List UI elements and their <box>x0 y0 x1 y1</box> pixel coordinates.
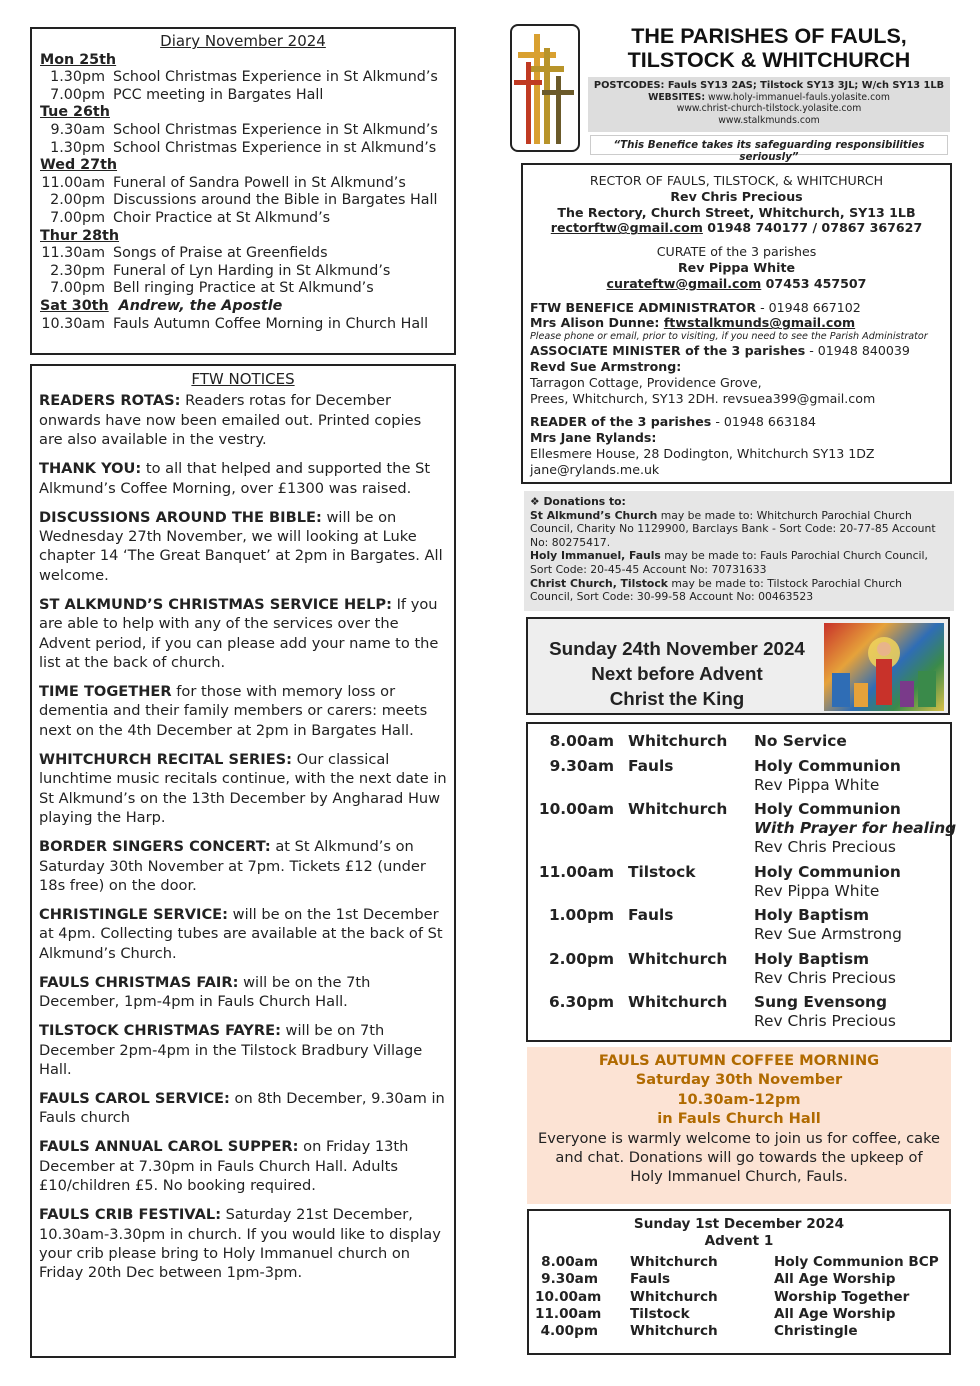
service-minister: Rev Chris Precious <box>754 1012 896 1030</box>
notice-heading: FAULS CAROL SERVICE: <box>39 1089 230 1107</box>
notice-item <box>39 595 447 673</box>
diary-event <box>40 192 446 210</box>
notice-item <box>39 391 447 449</box>
notice-text: at St Alkmund’s on Saturday 30th November at 7pm. Tickets £12 (under 18s free) on the door. <box>39 838 426 894</box>
notice-item <box>39 837 447 895</box>
event-time: 1.30pm <box>50 69 105 86</box>
service-time: 10.00am <box>538 800 614 818</box>
service-detail <box>754 757 901 795</box>
donation-item <box>530 577 948 604</box>
notice-item <box>39 508 447 586</box>
notice-text: will be on the 1st December at 4pm. Collecting tubes are available at the back of St Alkmund’s Church. <box>39 905 443 962</box>
notice-text: to all that helped and supported the St Alkmund’s Coffee Morning, over £1300 was raised. <box>39 460 431 497</box>
website-link[interactable]: www.christ-church-tilstock.yolasite.com <box>676 103 862 114</box>
event-text: Funeral of Lyn Harding in St Alkmund’s <box>113 262 391 279</box>
diary-event <box>40 122 446 140</box>
event-time: 7.00pm <box>50 86 105 103</box>
reader-email[interactable]: jane@rylands.me.uk <box>530 461 660 477</box>
donation-text: may be made to: Whitchurch Parochial Church Council, Charity No 1129900, Barclays Bank - Sort Code: 20-77-85 Account No: 80275417. <box>530 508 936 549</box>
event-time: 11.00am <box>41 174 105 191</box>
notice-item <box>39 1205 447 1283</box>
cross-icon <box>512 26 577 149</box>
website-link[interactable]: www.holy-immanuel-fauls.yolasite.com <box>708 91 890 103</box>
service-row <box>532 732 950 751</box>
service-name: Holy Baptism <box>754 949 870 968</box>
event-time: 11.30am <box>41 245 105 262</box>
notice-heading: FAULS CRIB FESTIVAL: <box>39 1206 222 1224</box>
event-time: 10.30am <box>41 315 105 332</box>
service-location: Tilstock <box>628 862 696 881</box>
admin-name: Mrs Alison Dunne: <box>530 315 664 331</box>
rector-name: Rev Chris Precious <box>670 188 803 204</box>
notice-text: Saturday 21st December, 10.30am-3.30pm in church. If you would like to display your crib please bring to Holy Immanuel church on Friday 20th Dec between 1pm-3pm. <box>39 1206 441 1282</box>
title-line: THE PARISHES OF FAULS, <box>631 24 907 48</box>
diary-day: Tue 26th <box>40 104 110 121</box>
service-name: Holy Communion <box>754 800 901 818</box>
event-time: 1.30pm <box>50 139 105 156</box>
notice-heading: FAULS ANNUAL CAROL SUPPER: <box>39 1138 299 1156</box>
donation-church: Holy Immanuel, Fauls <box>530 549 661 563</box>
service-location: Fauls <box>628 906 674 924</box>
service-location: Whitchurch <box>630 1253 718 1270</box>
reader-name: Mrs Jane Rylands: <box>530 430 657 446</box>
notice-item <box>39 1137 447 1195</box>
notice-heading: FAULS CHRISTMAS FAIR: <box>39 973 239 991</box>
service-location: Tilstock <box>630 1306 690 1323</box>
service-detail <box>754 863 901 901</box>
donation-item <box>530 549 948 576</box>
diary-title: Diary November 2024 <box>160 32 326 50</box>
safeguarding-statement: “This Benefice takes its safeguarding responsibilities seriously” <box>590 135 948 155</box>
sunday-1-box <box>527 1209 951 1355</box>
diary-day: Mon 25th <box>40 51 117 68</box>
stained-glass-icon <box>824 623 944 711</box>
rector-address: The Rectory, Church Street, Whitchurch, SY13 1LB <box>557 204 916 220</box>
sunday-1-subtitle: Advent 1 <box>704 1233 774 1250</box>
notice-text: on 8th December, 9.30am in Fauls church <box>39 1089 445 1127</box>
event-time: 2.00pm <box>50 192 105 209</box>
service-time: 10.00am <box>535 1288 602 1305</box>
diary-event <box>40 87 446 105</box>
notice-heading: DISCUSSIONS AROUND THE BIBLE: <box>39 508 322 526</box>
service-name: All Age Worship <box>774 1306 896 1323</box>
coffee-time: 10.30am-12pm <box>677 1090 801 1108</box>
notices-title: FTW NOTICES <box>191 370 295 388</box>
service-time: 9.30am <box>541 1271 598 1288</box>
diary-day: Thur 28th <box>40 227 120 244</box>
service-time: 11.00am <box>538 862 614 881</box>
service-time: 4.00pm <box>540 1323 598 1340</box>
sunday-name: Next before Advent <box>591 663 763 684</box>
diary-box <box>30 27 456 355</box>
donation-church: St Alkmund’s Church <box>530 508 658 522</box>
notice-text: will be on the 7th December, 1pm-4pm in Fauls Church Hall. <box>39 973 371 1011</box>
service-row <box>532 993 950 1031</box>
coffee-date: Saturday 30th November <box>635 1071 843 1089</box>
notice-text: If you are able to help with any of the services over the Advent period, if you can please add your name to the list at the back of church. <box>39 595 439 672</box>
contacts-box <box>521 163 952 484</box>
service-time: 8.00am <box>549 732 614 750</box>
donation-text: may be made to: Tilstock Parochial Church Council, Sort Code: 30-99-58 Account No: 00463523 <box>530 576 903 604</box>
rector-block <box>530 173 943 236</box>
service-detail <box>754 950 896 988</box>
admin-note: Please phone or email, prior to visiting, if you need to see the Parish Administrator <box>530 331 928 343</box>
event-text: School Christmas Experience in st Alkmund’s <box>113 139 437 156</box>
service-detail <box>754 906 902 944</box>
coffee-title: FAULS AUTUMN COFFEE MORNING <box>598 1052 880 1069</box>
service-name: All Age Worship <box>774 1271 896 1288</box>
diary-event <box>40 316 446 334</box>
christ-the-king-picture <box>824 623 944 711</box>
rector-phone: 01948 740177 / 07867 367627 <box>702 220 923 236</box>
curate-name: Rev Pippa White <box>677 259 796 275</box>
diary-event <box>40 263 446 281</box>
service-row <box>535 1254 949 1271</box>
coffee-morning-panel <box>527 1047 951 1204</box>
notice-item <box>39 973 447 1012</box>
event-text: School Christmas Experience in St Alkmund’s <box>113 69 438 86</box>
services-box <box>526 722 957 1042</box>
service-name: Worship Together <box>774 1288 910 1305</box>
service-name: Holy Communion <box>754 756 901 775</box>
diary-event <box>40 280 446 298</box>
rector-email-link[interactable]: rectorftw@gmail.com <box>550 220 703 236</box>
assoc-phone: - 01948 840039 <box>805 343 910 359</box>
admin-email-link[interactable]: ftwstalkmunds@gmail.com <box>663 315 856 331</box>
diary-event <box>40 245 446 263</box>
sunday-feast: Christ the King <box>609 688 745 709</box>
event-text: Songs of Praise at Greenfields <box>113 245 328 262</box>
service-location: Whitchurch <box>630 1323 718 1340</box>
event-time: 7.00pm <box>50 209 105 226</box>
service-row <box>535 1323 949 1340</box>
curate-email-link[interactable]: curateftw@gmail.com <box>606 275 762 291</box>
service-time: 8.00am <box>541 1253 598 1270</box>
service-location: Whitchurch <box>628 800 728 818</box>
donations-panel <box>524 491 954 611</box>
notice-heading: READERS ROTAS: <box>39 392 181 410</box>
notice-text: will be on Wednesday 27th November, we will looking at Luke chapter 14 ‘The Great Banquet’ at 2pm in Bargates. All welcome. <box>39 508 443 584</box>
notice-item <box>39 905 447 963</box>
reader-block <box>530 414 943 477</box>
notice-text: Readers rotas for December onwards have now been emailed out. Printed copies are also available in the vestry. <box>39 392 422 449</box>
service-row <box>532 950 950 988</box>
service-detail <box>754 800 956 857</box>
service-location: Whitchurch <box>630 1288 718 1305</box>
notice-heading: THANK YOU: <box>39 460 142 478</box>
notice-text: will be on 7th December 2pm-4pm in the Tilstock Bradbury Village Hall. <box>39 1022 423 1078</box>
event-text: Bell ringing Practice at St Alkmund’s <box>113 280 374 297</box>
diary-day: Sat 30th <box>40 297 109 314</box>
notice-item <box>39 750 447 828</box>
notice-heading: BORDER SINGERS CONCERT: <box>39 838 271 856</box>
notice-item <box>39 1021 447 1079</box>
postcodes: POSTCODES: Fauls SY13 2AS; Tilstock SY13 3JL; W/ch SY13 1LB <box>593 80 945 91</box>
event-time: 2.30pm <box>50 262 105 279</box>
reader-title: READER of the 3 parishes <box>530 414 712 430</box>
assoc-address: Prees, Whitchurch, SY13 2DH. revsuea399@gmail.com <box>530 390 876 406</box>
notice-heading: TIME TOGETHER <box>39 683 172 701</box>
service-name: Sung Evensong <box>754 993 888 1011</box>
notice-heading: ST ALKMUND’S CHRISTMAS SERVICE HELP: <box>39 595 392 613</box>
title-line: TILSTOCK & WHITCHURCH <box>627 48 911 72</box>
donation-item <box>530 509 948 550</box>
curate-title: CURATE of the 3 parishes <box>656 244 817 260</box>
sunday-24-title <box>536 636 818 711</box>
page-title <box>588 24 950 72</box>
service-row <box>535 1271 949 1288</box>
notices-box <box>30 364 456 1358</box>
service-location: Whitchurch <box>628 949 728 968</box>
event-text: PCC meeting in Bargates Hall <box>113 86 324 103</box>
service-location: Fauls <box>628 756 674 775</box>
admin-phone: - 01948 667102 <box>756 299 861 315</box>
diary-event <box>40 175 446 193</box>
service-name: Holy Communion <box>754 862 901 881</box>
service-time: 9.30am <box>549 756 614 775</box>
service-name: No Service <box>754 732 847 750</box>
service-minister: Rev Pippa White <box>754 775 880 794</box>
service-minister: Rev Chris Precious <box>754 838 896 856</box>
service-name: Holy Communion BCP <box>774 1253 939 1270</box>
event-text: Fauls Autumn Coffee Morning in Church Hall <box>113 315 429 332</box>
service-name: Holy Baptism <box>754 906 870 924</box>
assoc-address: Tarragon Cottage, Providence Grove, <box>530 374 762 390</box>
service-note: With Prayer for healing <box>754 819 957 837</box>
notice-heading: TILSTOCK CHRISTMAS FAYRE: <box>39 1022 281 1040</box>
service-location: Whitchurch <box>628 732 728 750</box>
assoc-block <box>530 343 943 406</box>
notice-text: Our classical lunchtime music recitals continue, with the next date in St Alkmund’s on the 13th December by Angharad Huw playing the Harp. <box>39 750 447 827</box>
event-time: 7.00pm <box>50 280 105 297</box>
service-location: Fauls <box>630 1271 671 1288</box>
donation-church: Christ Church, Tilstock <box>530 576 668 590</box>
sunday-1-title: Sunday 1st December 2024 <box>633 1216 845 1232</box>
admin-block <box>530 300 943 344</box>
info-panel <box>588 77 950 132</box>
service-detail <box>754 732 847 751</box>
notice-text: on Friday 13th December at 7.30pm in Fauls Church Hall. Adults £10/children £5. No booking required. <box>39 1138 409 1195</box>
websites-line <box>588 92 950 104</box>
diary-event <box>40 210 446 228</box>
reader-address: Ellesmere House, 28 Dodington, Whitchurch SY13 1DZ <box>530 445 875 461</box>
assoc-name: Revd Sue Armstrong: <box>530 358 682 374</box>
coffee-venue: in Fauls Church Hall <box>657 1110 821 1128</box>
event-text: Discussions around the Bible in Bargates Hall <box>113 192 438 209</box>
notice-item <box>39 459 447 498</box>
curate-block <box>530 244 943 291</box>
service-minister: Rev Sue Armstrong <box>754 925 902 943</box>
service-time: 1.00pm <box>548 906 614 924</box>
service-detail <box>754 993 896 1031</box>
service-time: 2.00pm <box>548 949 614 968</box>
event-text: School Christmas Experience in St Alkmund’s <box>113 121 438 138</box>
diary-event <box>40 140 446 158</box>
curate-phone: 07453 457507 <box>761 275 867 291</box>
notice-heading: WHITCHURCH RECITAL SERIES: <box>39 750 293 768</box>
service-minister: Rev Pippa White <box>754 881 880 900</box>
notice-heading: CHRISTINGLE SERVICE: <box>39 905 228 923</box>
notice-text: for those with memory loss or dementia and their family members or carers: meets next on the 4th December at 2pm in Bargates Hall. <box>39 683 428 739</box>
diary-day-row <box>40 298 446 316</box>
service-row <box>532 800 957 857</box>
event-text: Funeral of Sandra Powell in St Alkmund’s <box>113 174 406 191</box>
diary-day-subtitle: Andrew, the Apostle <box>118 297 283 314</box>
event-text: Choir Practice at St Alkmund’s <box>113 209 331 226</box>
sunday-date: Sunday 24th November 2024 <box>549 638 805 659</box>
diary-day: Wed 27th <box>40 157 118 174</box>
service-row <box>535 1306 949 1323</box>
service-name: Christingle <box>774 1323 858 1340</box>
service-row <box>532 757 950 795</box>
sunday-24-banner <box>526 617 950 715</box>
service-row <box>532 906 950 944</box>
diary-event <box>40 69 446 87</box>
websites-label: WEBSITES: <box>648 91 706 103</box>
service-row <box>532 863 950 901</box>
crosses-logo <box>510 24 580 152</box>
donation-text: may be made to: Fauls Parochial Church Council, Sort Code: 20-45-45 Account No: 70731633 <box>530 549 928 576</box>
service-row <box>535 1289 949 1306</box>
reader-phone: - 01948 663184 <box>711 414 817 430</box>
admin-title: FTW BENEFICE ADMINISTRATOR <box>530 299 757 315</box>
service-location: Whitchurch <box>628 993 728 1011</box>
service-time: 11.00am <box>535 1306 602 1323</box>
website-link[interactable]: www.stalkmunds.com <box>718 114 820 126</box>
assoc-title: ASSOCIATE MINISTER of the 3 parishes <box>530 343 806 359</box>
rector-title: RECTOR OF FAULS, TILSTOCK, & WHITCHURCH <box>589 173 884 188</box>
coffee-body: Everyone is warmly welcome to join us for coffee, cake and chat. Donations will go towards the upkeep of Holy Immanuel Church, Fauls. <box>537 1129 941 1186</box>
service-time: 6.30pm <box>548 993 614 1011</box>
service-minister: Rev Chris Precious <box>754 968 896 987</box>
notice-item <box>39 682 447 740</box>
donations-heading: ❖ Donations to: <box>530 495 626 508</box>
notice-item <box>39 1089 447 1128</box>
event-time: 9.30am <box>50 121 105 138</box>
